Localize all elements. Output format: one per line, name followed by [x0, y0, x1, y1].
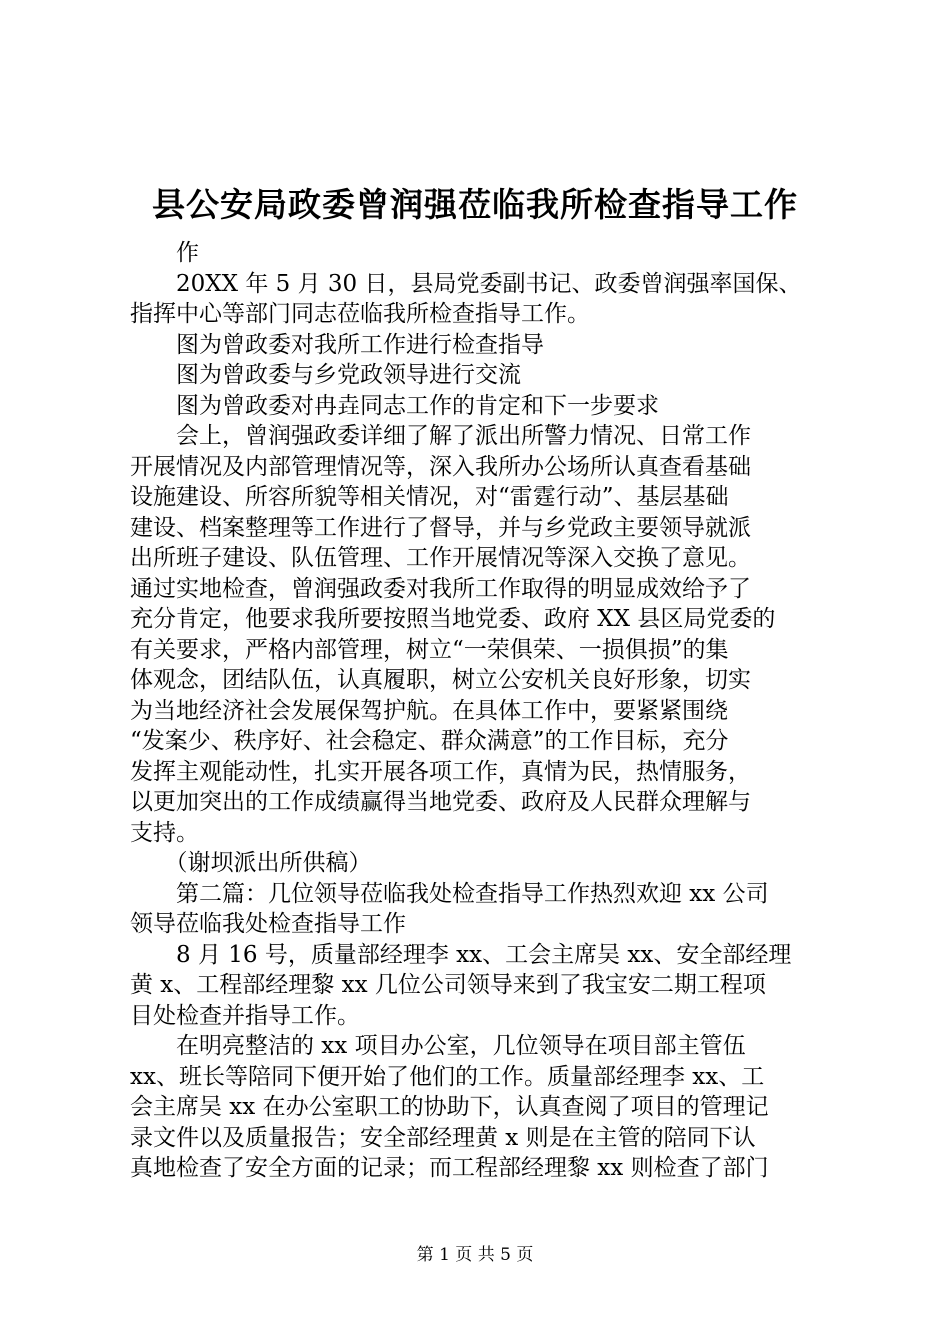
body-line: 录文件以及质量报告；安全部经理黄 x 则是在主管的陪同下认: [130, 1124, 756, 1151]
body-line: 领导莅临我处检查指导工作: [130, 911, 406, 937]
body-line: 图为曾政委对我所工作进行检查指导: [130, 331, 544, 358]
page-number-footer: 第 1 页 共 5 页: [416, 1245, 534, 1265]
body-line: 指挥中心等部门同志莅临我所检查指导工作。: [130, 301, 590, 327]
body-line: 为当地经济社会发展保驾护航。在具体工作中，要紧紧围绕: [130, 697, 728, 724]
body-line: 会主席吴 xx 在办公室职工的协助下，认真查阅了项目的管理记: [130, 1094, 769, 1120]
document-body: [130, 238, 830, 1184]
body-line: 建设、档案整理等工作进行了督导，并与乡党政主要领导就派: [130, 514, 751, 541]
body-line: “发案少、秩序好、社会稳定、群众满意”的工作目标，充分: [130, 728, 729, 754]
document-title: 县公安局政委曾润强莅临我所检查指导工作: [152, 185, 798, 224]
body-line: 图为曾政委对冉垚同志工作的肯定和下一步要求: [130, 392, 659, 419]
body-line: 8 月 16 号，质量部经理李 xx、工会主席吴 xx、安全部经理: [130, 941, 792, 968]
body-line: 作: [130, 240, 199, 266]
body-line: 设施建设、所容所貌等相关情况，对“雷霆行动”、基层基础: [130, 484, 729, 510]
body-line: 在明亮整洁的 xx 项目办公室，几位领导在项目部主管伍: [130, 1033, 746, 1059]
body-line: 出所班子建设、队伍管理、工作开展情况等深入交换了意见。: [130, 545, 751, 571]
body-line: 第二篇：几位领导莅临我处检查指导工作热烈欢迎 xx 公司: [130, 880, 769, 907]
body-line: 会上，曾润强政委详细了解了派出所警力情况、日常工作: [130, 423, 751, 449]
body-line: 以更加突出的工作成绩赢得当地党委、政府及人民群众理解与: [130, 789, 751, 815]
body-line: 图为曾政委与乡党政领导进行交流: [130, 362, 521, 388]
body-line: xx、班长等陪同下便开始了他们的工作。质量部经理李 xx、工: [130, 1063, 765, 1090]
body-line: 有关要求，严格内部管理，树立“一荣俱荣、一损俱损”的集: [130, 636, 729, 663]
body-line: 发挥主观能动性，扎实开展各项工作，真情为民，热情服务，: [130, 758, 751, 785]
body-line: 开展情况及内部管理情况等，深入我所办公场所认真查看基础: [130, 453, 751, 480]
body-line: 20XX 年 5 月 30 日，县局党委副书记、政委曾润强率国保、: [130, 270, 802, 297]
body-line: 真地检查了安全方面的记录；而工程部经理黎 xx 则检查了部门: [130, 1155, 769, 1181]
body-line: 体观念，团结队伍，认真履职，树立公安机关良好形象，切实: [130, 667, 751, 693]
body-line: 充分肯定，他要求我所要按照当地党委、政府 XX 县区局党委的: [130, 606, 776, 632]
body-line: 黄 x、工程部经理黎 xx 几位公司领导来到了我宝安二期工程项: [130, 972, 766, 998]
body-line: （谢坝派出所供稿）: [130, 850, 372, 876]
body-line: 目处检查并指导工作。: [130, 1002, 360, 1029]
body-line: 通过实地检查，曾润强政委对我所工作取得的明显成效给予了: [130, 575, 751, 602]
body-line: 支持。: [130, 819, 199, 846]
